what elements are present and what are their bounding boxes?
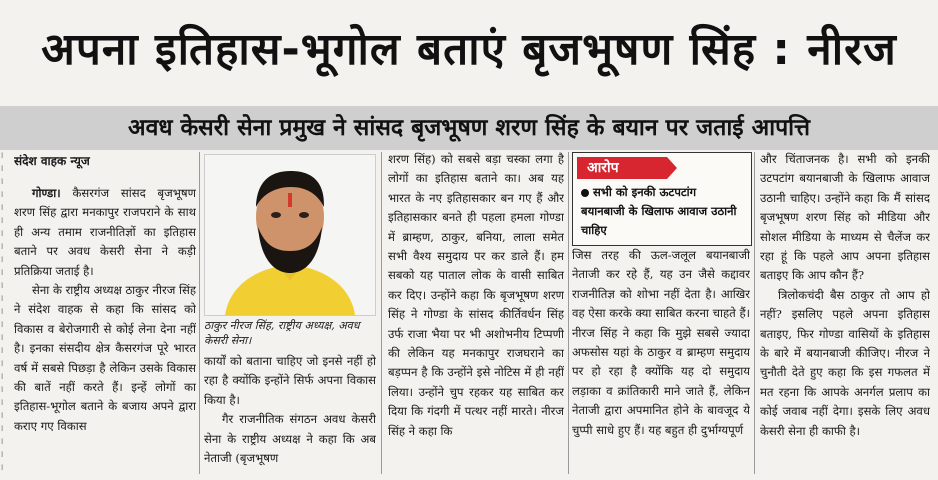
portrait-photo — [204, 154, 376, 316]
photo-caption: ठाकुर नीरज सिंह, राष्ट्रीय अध्यक्ष, अवध केसरी सेना। — [204, 319, 360, 347]
byline: संदेश वाहक न्यूज — [14, 154, 90, 168]
col2-para-2: गैर राजनीतिक संगठन अवध केसरी सेना के राष्ट्रीय अध्यक्ष ने कहा कि अब नेताजी (बृजभूषण — [204, 412, 376, 466]
page-edge-marks: । । । । । । । । । । । । । । । । । । । । । । । । । — [0, 151, 4, 473]
col4-para-1: जिस तरह की ऊल-जलूल बयानबाजी नेताजी कर रहे हैं, यह उन जैसे कद्दावर राजनीतिज्ञ को शोभा नहीं देता है। आखिर वह ऐसा करके क्या साबित करना चाहते हैं। नीरज सिंह ने कहा कि मुझे सबसे ज्यादा अफसोस यहां के ठाकुर व ब्राम्हण समुदाय पर हो रहा है क्योंकि यह दो समुदाय लड़ाका व क्रांतिकारी माने जाते हैं, लेकिन नेताजी द्वारा अपमानित होने के बावजूद ये चुप्पी साधे हुए हैं। यह बहुत ही दुर्भाग्यपूर्ण — [572, 248, 750, 437]
col1-para-1-text: कैसरगंज सांसद बृजभूषण शरण सिंह द्वारा मनकापुर राजपराने के साथ ही अन्य तमाम राजनीतिज्ञों का इतिहास बताने पर अवध केसरी सेना ने कड़ी प्रतिक्रिया जताई है। — [14, 186, 196, 278]
aarop-text-content: सभी को इनकी ऊटपटांग बयानबाजी के खिलाफ आवाज उठानी चाहिए — [581, 185, 737, 237]
bullet-icon — [581, 189, 589, 197]
column-rule — [381, 152, 382, 474]
col2-para-1: कार्यों को बताना चाहिए जो इनसे नहीं हो रहा है क्योंकि इन्होंने सिर्फ अपना विकास किया है। — [204, 354, 376, 407]
col3-para-1: शरण सिंह) को सबसे बड़ा चस्का लगा है लोगों का इतिहास बताने का। अब यह भारत के नए इतिहासकार बन गए हैं और इतिहासकार बनते ही पहला हमला गोण्डा में ब्राम्हण, ठाकुर, बनिया, लाला समेत सभी वैश्य समुदाय पर कर डाले हैं। हम सबको यह पाताल लोक के वासी साबित कर दिए। उन्होंने कहा कि बृजभूषण शरण सिंह ने गोण्डा के सांसद कीर्तिवर्धन सिंह उर्फ राजा भैया पर भी अशोभनीय टिप्पणी की लेकिन यह मनकापुर राजघराने का बड़प्पन है कि उन्होंने इसे नोटिस में ही नहीं लिया। उन्होंने चुप रहकर यह साबित कर दिया कि गंदगी में पत्थर नहीं मारते। नीरज सिंह ने कहा कि — [388, 152, 564, 438]
article-column-1 — [14, 150, 196, 436]
portrait-illustration — [205, 155, 375, 315]
col5-para-2: त्रिलोकचंदी बैस ठाकुर तो आप हो नहीं? इसलिए पहले अपना इतिहास बताइए, फिर गोण्डा वासियों के इतिहास के बारे में बयानबाजी कीजिए। नीरज ने चुनौती देते हुए कहा कि इस गफलत में मत रहना कि आपके अनर्गल प्रलाप का कोई जवाब नहीं देगा। इसके लिए अवध केसरी सेना ही काफी है। — [760, 287, 930, 438]
subheadline: अवध केसरी सेना प्रमुख ने सांसद बृजभूषण शरण सिंह के बयान पर जताई आपत्ति — [0, 106, 938, 150]
article-column-2 — [204, 352, 376, 472]
aarop-callout — [572, 152, 752, 246]
aarop-tag: आरोप — [577, 157, 667, 179]
column-rule — [199, 152, 200, 474]
aarop-text — [581, 183, 743, 240]
dateline: गोण्डा। — [32, 186, 61, 200]
headline: अपना इतिहास-भूगोल बताएं बृजभूषण सिंह : नीरज — [41, 24, 897, 75]
col1-para-1 — [14, 184, 196, 281]
article-column-3 — [388, 150, 564, 472]
article-column-5 — [760, 150, 930, 472]
col1-para-2: सेना के राष्ट्रीय अध्यक्ष ठाकुर नीरज सिंह ने संदेश वाहक से कहा कि सांसद को विकास व बेरोजगारी से कोई लेना देना नहीं है। इनका संसदीय क्षेत्र कैसरगंज पूरे भारत वर्ष में सबसे पिछड़ा है लेकिन उसके विकास की बातें नहीं करते हैं। इन्हें लोगों का इतिहास-भूगोल बताने के बजाय अपने द्वारा कराए गए विकास — [14, 283, 196, 433]
column-rule — [754, 152, 755, 474]
column-rule — [568, 152, 569, 474]
col5-para-1: और चिंताजनक है। सभी को इनकी उटपटांग बयानबाजी के खिलाफ आवाज उठानी चाहिए। उन्होंने कहा कि मैं सांसद बृजभूषण शरण सिंह को मीडिया और सोशल मीडिया के माध्यम से चैलेंज कर रहा हूं कि पहले आप अपना इतिहास बताइए कि आप कौन हैं? — [760, 152, 930, 283]
article-column-4 — [572, 246, 750, 474]
